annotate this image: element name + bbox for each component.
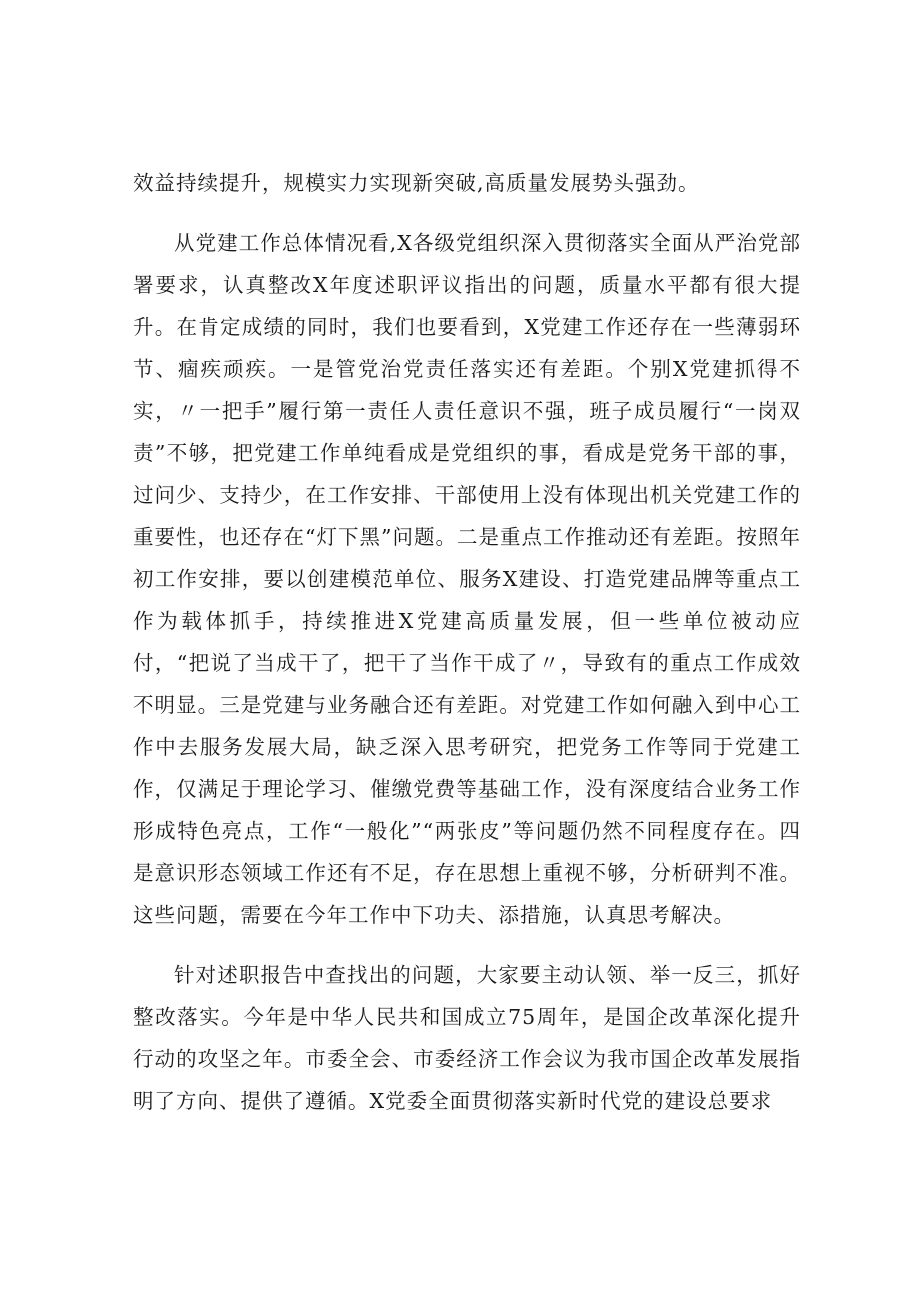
document-body: [133, 162, 801, 1122]
paragraph-party-building-issues: 从党建工作总体情况看,X各级党组织深入贯彻落实全面从严治党部署要求，认真整改X年度述职评议指出的问题，质量水平都有很大提升。在肯定成绩的同时，我们也要看到，X党建工作还存在一些薄弱环节、痼疾顽疾。一是管党治党责任落实还有差距。个别X党建抓得不实，〃一把手”履行第一责任人责任意识不强，班子成员履行“一岗双责”不够，把党建工作单纯看成是党组织的事，看成是党务干部的事，过问少、支持少，在工作安排、干部使用上没有体现出机关党建工作的重要性，也还存在“灯下黑”问题。二是重点工作推动还有差距。按照年初工作安排，要以创建模范单位、服务X建设、打造党建品牌等重点工作为载体抓手，持续推进X党建高质量发展，但一些单位被动应付，“把说了当成干了，把干了当作干成了〃，导致有的重点工作成效不明显。三是党建与业务融合还有差距。对党建工作如何融入到中心工作中去服务发展大局，缺乏深入思考研究，把党务工作等同于党建工作，仅满足于理论学习、催缴党费等基础工作，没有深度结合业务工作形成特色亮点，工作“一般化”“两张皮”等问题仍然不同程度存在。四是意识形态领域工作还有不足，存在思想上重视不够，分析研判不准。这些问题，需要在今年工作中下功夫、添措施，认真思考解决。: [133, 231, 801, 927]
paragraph-continuation: 效益持续提升，规模实力实现新突破,高质量发展势头强劲。: [133, 171, 700, 195]
paragraph-rectification: 针对述职报告中查找出的问题，大家要主动认领、举一反三，抓好整改落实。今年是中华人民共和国成立75周年，是国企改革深化提升行动的攻坚之年。市委全会、市委经济工作会议为我市国企改革发展指明了方向、提供了遵循。X党委全面贯彻落实新时代党的建设总要求: [133, 963, 801, 1113]
